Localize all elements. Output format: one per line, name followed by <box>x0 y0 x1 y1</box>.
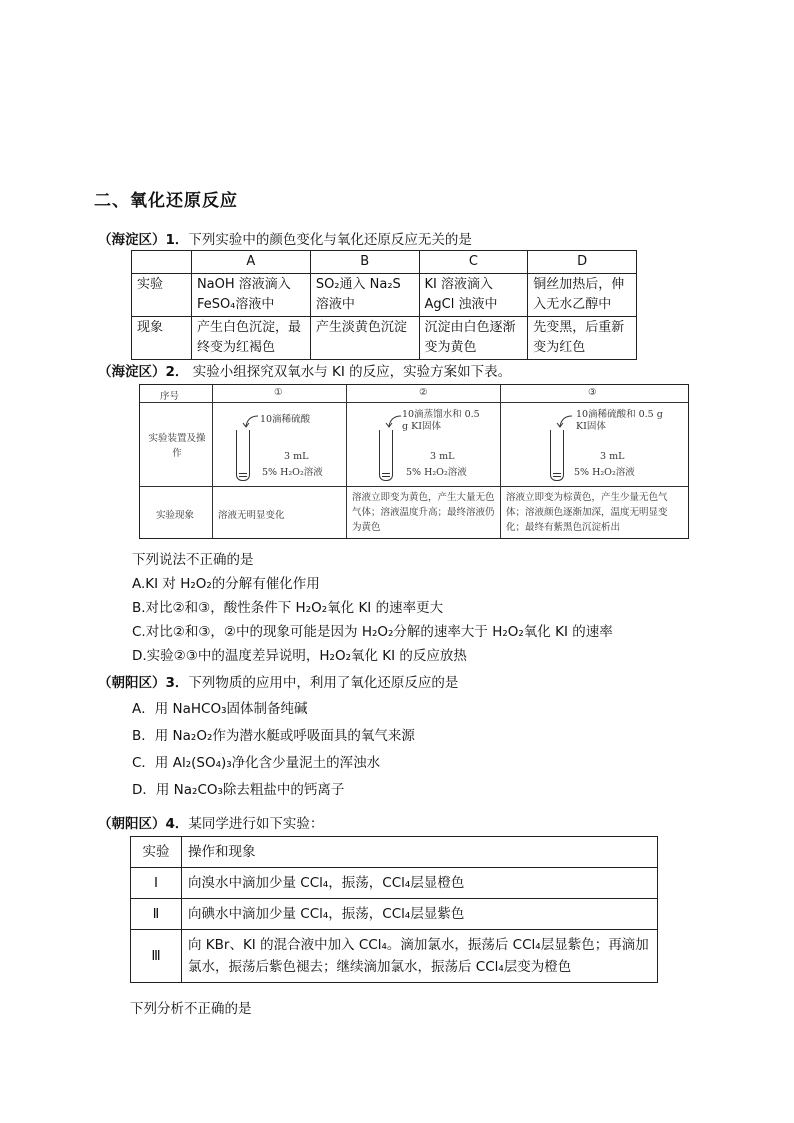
header-cell: 实验 <box>131 837 182 868</box>
test-tube-icon <box>236 430 250 481</box>
table-header-row <box>132 251 637 274</box>
table-row <box>132 274 637 317</box>
fig-header-1: ① <box>274 387 283 398</box>
q4-text: 某同学进行如下实验： <box>188 816 324 832</box>
table-cell: 向碘水中滴加少量 CCl₄，振荡，CCl₄层显紫色 <box>182 899 658 930</box>
q2-region: （海淀区） <box>98 364 166 380</box>
header-cell: D <box>528 251 637 274</box>
fig-header-3: ③ <box>588 387 597 398</box>
test-tube-icon <box>379 430 393 481</box>
phenomenon-2: 溶液立即变为黄色，产生大量无色气体；溶液温度升高；最终溶液仍为黄色 <box>352 492 495 533</box>
setup1-volume: 3 mL <box>284 451 309 462</box>
header-cell: A <box>191 251 310 274</box>
row-label: 实验 <box>132 274 192 317</box>
q1-number: 1． <box>165 232 189 248</box>
q3-region: （朝阳区） <box>98 675 166 691</box>
arrow-icon <box>240 413 260 429</box>
setup2-solution: 5% H₂O₂溶液 <box>406 467 467 478</box>
table-row <box>131 899 658 930</box>
header-cell <box>132 251 192 274</box>
question-3 <box>98 671 458 691</box>
q1-text: 下列实验中的颜色变化与氧化还原反应无关的是 <box>188 232 472 248</box>
arrow-icon <box>554 413 574 429</box>
q3-option-a: A．用 NaHCO₃固体制备纯碱 <box>132 701 308 717</box>
table-cell: 向 KBr、KI 的混合液中加入 CCl₄。滴加氯水，振荡后 CCl₄层显紫色；再滴加氯水，振荡后紫色褪去；继续滴加氯水，振荡后 CCl₄层变为橙色 <box>182 930 658 983</box>
table-cell: 先变黑，后重新变为红色 <box>528 317 637 360</box>
q1-region: （海淀区） <box>98 232 166 248</box>
q3-option-d: D．用 Na₂CO₃除去粗盐中的钙离子 <box>132 782 345 798</box>
arrow-icon <box>383 413 403 429</box>
question-1 <box>98 228 472 248</box>
q2-number: 2． <box>165 364 189 380</box>
header-cell: B <box>310 251 419 274</box>
section-title: 二、氧化还原反应 <box>94 191 238 211</box>
setup2-volume: 3 mL <box>430 451 455 462</box>
table-cell: NaOH 溶液滴入 FeSO₄溶液中 <box>191 274 310 317</box>
q3-option-b: B．用 Na₂O₂作为潜水艇或呼吸面具的氧气来源 <box>132 728 415 744</box>
experiment-figure <box>139 384 689 539</box>
table-cell: KI 溶液滴入 AgCl 浊液中 <box>419 274 528 317</box>
setup2-reagent: 10滴蒸馏水和 0.5 g KI固体 <box>402 409 480 432</box>
q2-option-a: A.KI 对 H₂O₂的分解有催化作用 <box>132 576 320 592</box>
table-cell: 向溴水中滴加少量 CCl₄，振荡，CCl₄层显橙色 <box>182 868 658 899</box>
q2-option-c: C.对比②和③，②中的现象可能是因为 H₂O₂分解的速率大于 H₂O₂氧化 KI 的速率 <box>132 624 613 640</box>
row-label: Ⅰ <box>131 868 182 899</box>
table-row <box>131 868 658 899</box>
q2-prompt: 下列说法不正确的是 <box>132 552 254 568</box>
q2-text: 实验小组探究双氧水与 KI 的反应，实验方案如下表。 <box>188 364 512 380</box>
fig-row2-label: 实验现象 <box>156 510 195 521</box>
table-row <box>132 317 637 360</box>
phenomenon-1: 溶液无明显变化 <box>218 510 285 521</box>
setup3-reagent: 10滴稀硫酸和 0.5 g KI固体 <box>576 409 663 432</box>
q3-number: 3． <box>165 675 189 691</box>
fig-row1-label: 实验装置及操作 <box>148 433 206 459</box>
q2-option-d: D.实验②③中的温度差异说明，H₂O₂氧化 KI 的反应放热 <box>132 648 467 664</box>
setup1-solution: 5% H₂O₂溶液 <box>262 467 323 478</box>
q4-prompt: 下列分析不正确的是 <box>130 1001 252 1017</box>
question-4 <box>98 812 323 832</box>
fig-header-2: ② <box>419 387 428 398</box>
setup3-solution: 5% H₂O₂溶液 <box>574 467 635 478</box>
table-cell: SO₂通入 Na₂S 溶液中 <box>310 274 419 317</box>
q4-number: 4． <box>165 816 189 832</box>
header-cell: C <box>419 251 528 274</box>
phenomenon-3: 溶液立即变为棕黄色，产生少量无色气体；溶液颜色逐渐加深，温度无明显变化；最终有紫黑色沉淀析出 <box>506 492 668 533</box>
table-cell: 产生淡黄色沉淀 <box>310 317 419 360</box>
question-2 <box>98 360 511 380</box>
header-cell: 操作和现象 <box>182 837 658 868</box>
table-cell: 产生白色沉淀，最终变为红褐色 <box>191 317 310 360</box>
setup1-reagent: 10滴稀硫酸 <box>260 414 311 425</box>
row-label: Ⅱ <box>131 899 182 930</box>
q3-option-c: C．用 Al₂(SO₄)₃净化含少量泥土的浑浊水 <box>132 755 381 771</box>
table-cell: 铜丝加热后，伸入无水乙醇中 <box>528 274 637 317</box>
q4-table <box>130 836 658 983</box>
row-label: Ⅲ <box>131 930 182 983</box>
q3-text: 下列物质的应用中，利用了氧化还原反应的是 <box>188 675 459 691</box>
fig-header-index: 序号 <box>160 391 180 402</box>
table-cell: 沉淀由白色逐渐变为黄色 <box>419 317 528 360</box>
table-header-row <box>131 837 658 868</box>
q4-region: （朝阳区） <box>98 816 166 832</box>
row-label: 现象 <box>132 317 192 360</box>
q2-option-b: B.对比②和③，酸性条件下 H₂O₂氧化 KI 的速率更大 <box>132 600 444 616</box>
table-row <box>131 930 658 983</box>
setup3-volume: 3 mL <box>600 451 625 462</box>
q1-table <box>131 250 637 360</box>
test-tube-icon <box>550 430 564 481</box>
